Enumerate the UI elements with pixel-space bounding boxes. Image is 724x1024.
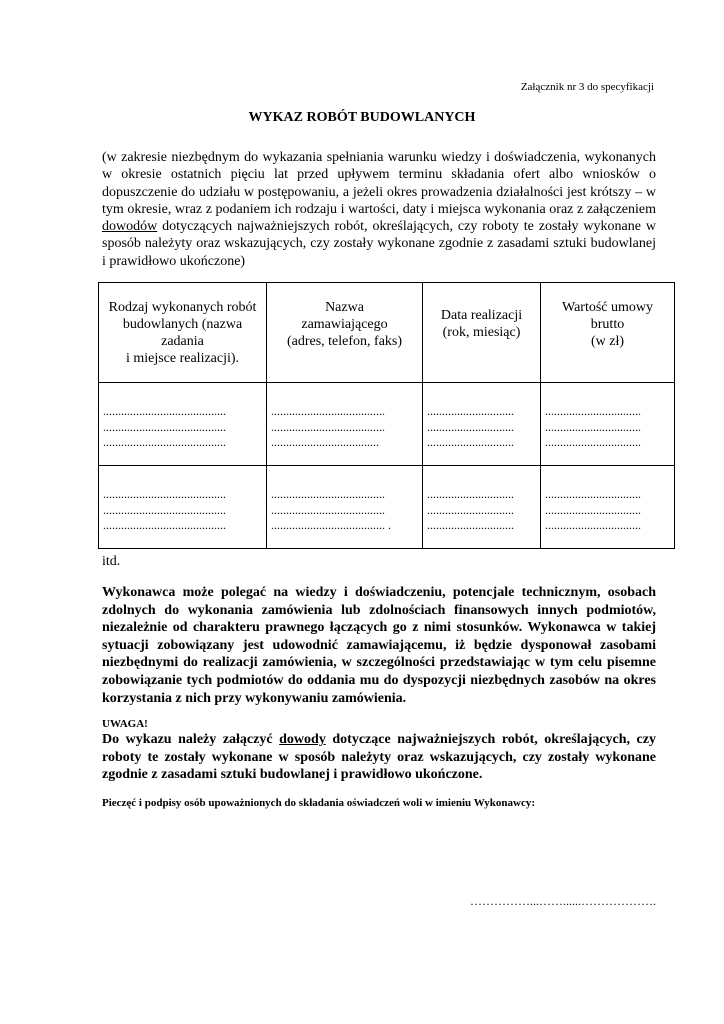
- cell-date: [423, 466, 541, 549]
- dotted-line: ......................................: [271, 487, 385, 501]
- dotted-line: .........................................: [103, 404, 226, 418]
- header-line: (adres, telefon, faks): [286, 334, 403, 349]
- dotted-line: .............................: [427, 487, 514, 501]
- dotted-line: ...................................... .: [271, 518, 391, 532]
- header-line: i miejsce realizacji).: [125, 351, 240, 366]
- header-line: Data realizacji: [440, 308, 523, 323]
- header-line: Rodzaj wykonanych robót: [108, 300, 257, 315]
- header-line: Nazwa: [325, 300, 364, 315]
- cell-client: [267, 466, 423, 549]
- dotted-line: .........................................: [103, 419, 226, 434]
- works-table: [98, 282, 675, 549]
- header-value: [541, 283, 675, 383]
- dotted-line: ......................................: [271, 502, 385, 517]
- cell-value: [541, 466, 675, 549]
- dotted-line: ......................................: [271, 419, 385, 434]
- dotted-line: .........................................: [103, 487, 226, 501]
- header-line: Wartość umowy: [561, 300, 654, 315]
- header-line: brutto: [590, 317, 625, 332]
- cell-date: [423, 383, 541, 466]
- signature-line: ……………...……......……………….: [470, 894, 656, 908]
- annex-label: Załącznik nr 3 do specyfikacji: [520, 81, 654, 93]
- dotted-line: .........................................: [103, 518, 226, 532]
- note-text-start: Do wykazu należy załączyć: [102, 732, 280, 747]
- table-header-row: [99, 283, 675, 383]
- cell-value: [541, 383, 675, 466]
- table-row: [99, 466, 675, 549]
- dotted-line: ................................: [545, 419, 641, 434]
- evidence-note: [102, 731, 656, 784]
- header-line: zamawiającego: [301, 317, 388, 332]
- dotted-line: .............................: [427, 518, 514, 532]
- dotted-line: .........................................: [103, 435, 226, 449]
- dotted-line: .............................: [427, 435, 514, 449]
- cell-work-type: [99, 466, 267, 549]
- intro-underlined-word: dowodów: [102, 219, 158, 235]
- intro-paragraph: [102, 149, 656, 270]
- dotted-line: .............................: [427, 419, 514, 434]
- dotted-line: ....................................: [271, 435, 379, 449]
- dotted-line: ................................: [545, 518, 641, 532]
- header-line: zadania: [161, 334, 204, 349]
- header-line: (rok, miesiąc): [442, 325, 521, 340]
- dotted-line: .........................................: [103, 502, 226, 517]
- header-client: [267, 283, 423, 383]
- uwaga-label: UWAGA!: [102, 718, 148, 730]
- dotted-line: ................................: [545, 404, 641, 418]
- intro-text-end: dotyczących najważniejszych robót, określających, czy roboty te zostały wykonane w sposób należyty oraz wskazujących, czy zostały wykonane zgodnie z zasadami sztuki budowlanej i prawidłowo ukończone): [102, 219, 656, 269]
- note-text-end: dotyczące najważniejszych robót, określających, czy roboty te zostały wykonane w sposób należyty oraz wskazujących, czy zostały wykonane zgodnie z zasadami sztuki budowlanej i prawidłowo ukończone.: [102, 732, 656, 783]
- note-underlined-word: dowody: [279, 732, 326, 747]
- dotted-line: .............................: [427, 502, 514, 517]
- header-date: [423, 283, 541, 383]
- document-title: WYKAZ ROBÓT BUDOWLANYCH: [248, 110, 476, 125]
- dotted-line: .............................: [427, 404, 514, 418]
- cell-client: [267, 383, 423, 466]
- header-line: (w zł): [590, 334, 625, 349]
- header-line: budowlanych (nazwa: [122, 317, 243, 332]
- itd-label: itd.: [102, 554, 121, 569]
- table-row: [99, 383, 675, 466]
- stamp-signature-caption: Pieczęć i podpisy osób upoważnionych do składania oświadczeń woli w imieniu Wykonawcy:: [102, 797, 536, 809]
- intro-text-start: (w zakresie niezbędnym do wykazania spełniania warunku wiedzy i doświadczenia, wykonanych w okresie ostatnich pięciu lat przed upływem terminu składania ofert albo wniosków o dopuszczenie do udziału w postępowaniu, a jeżeli okres prowadzenia działalności jest krótszy – w tym okresie, wraz z podaniem ich rodzaju i wartości, daty i miejsca wykonania oraz z załączeniem: [102, 150, 656, 217]
- header-work-type: [99, 283, 267, 383]
- dotted-line: ................................: [545, 502, 641, 517]
- cell-work-type: [99, 383, 267, 466]
- dotted-line: ......................................: [271, 404, 385, 418]
- dotted-line: ................................: [545, 435, 641, 449]
- dotted-line: ................................: [545, 487, 641, 501]
- contractor-paragraph: Wykonawca może polegać na wiedzy i doświadczeniu, potencjale technicznym, osobach zdolnych do wykonania zamówienia lub zdolnościach finansowych innych podmiotów, niezależnie od charakteru prawnego łączących go z nimi stosunków. Wykonawca w takiej sytuacji zobowiązany jest udowodnić zamawiającemu, iż będzie dysponował zasobami niezbędnymi do realizacji zamówienia, w szczególności przedstawiając w tym celu pisemne zobowiązanie tych podmiotów do oddania mu do dyspozycji niezbędnych zasobów na okres korzystania z nich przy wykonywaniu zamówienia.: [102, 585, 656, 706]
